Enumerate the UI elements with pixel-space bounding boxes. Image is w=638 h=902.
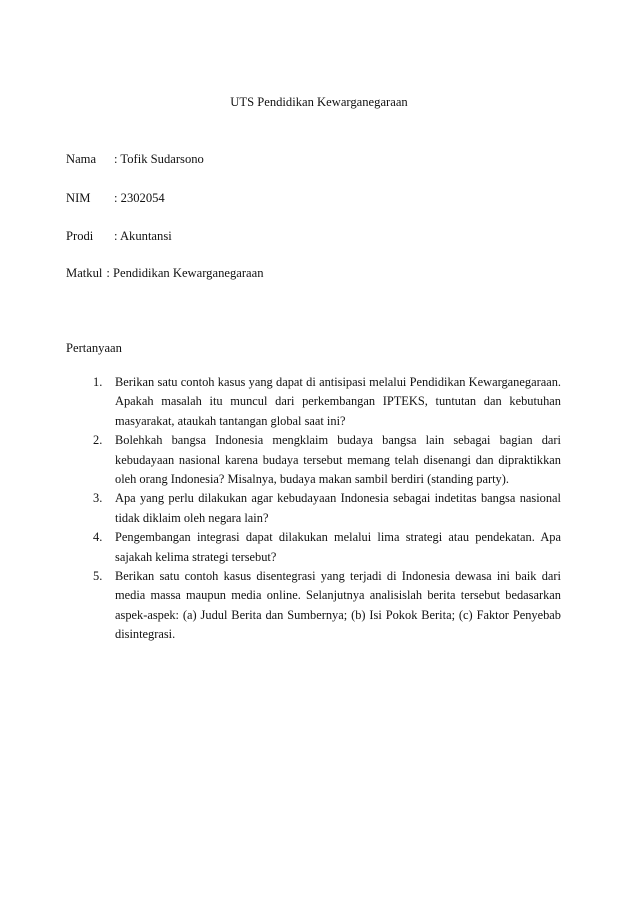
list-item	[80, 431, 561, 489]
identity-row-nim	[66, 190, 165, 206]
identity-label: Nama	[66, 152, 97, 166]
question-list	[80, 373, 561, 645]
identity-row-nama	[66, 151, 204, 167]
list-item	[80, 567, 561, 645]
identity-label: NIM	[66, 191, 91, 205]
question-text: Pengembangan integrasi dapat dilakukan melalui lima strategi atau pendekatan. Apa sajakah kelima strategi tersebut?	[115, 530, 561, 564]
question-number: 1.	[93, 375, 103, 389]
identity-value: : Pendidikan Kewarganegaraan	[106, 266, 264, 280]
question-text: Bolehkah bangsa Indonesia mengklaim budaya bangsa lain sebagai bagian dari kebudayaan nasional karena budaya tersebut memang telah disenangi dan dipraktikkan oleh orang Indonesia? Misalnya, budaya makan sambil berdiri (standing party).	[115, 433, 561, 487]
identity-label: Prodi	[66, 229, 94, 243]
identity-row-matkul	[66, 265, 264, 281]
identity-value: : Akuntansi	[114, 229, 172, 243]
identity-value: : Tofik Sudarsono	[114, 152, 204, 166]
list-item	[80, 489, 561, 528]
identity-row-prodi	[66, 228, 172, 244]
list-item	[80, 373, 561, 431]
question-number: 2.	[93, 433, 103, 448]
section-heading: Pertanyaan	[66, 341, 122, 355]
identity-label: Matkul	[66, 266, 103, 280]
question-number: 3.	[93, 491, 103, 506]
list-item	[80, 528, 561, 567]
question-text: Apa yang perlu dilakukan agar kebudayaan Indonesia sebagai indetitas bangsa nasional tidak diklaim oleh negara lain?	[115, 491, 561, 525]
question-text: Berikan satu contoh kasus yang dapat di antisipasi melalui Pendidikan Kewarganegaraan. Apakah masalah itu muncul dari perkembangan IPTEKS, tuntutan dan kebutuhan masyarakat, ataukah tantangan global saat ini?	[115, 375, 561, 428]
question-number: 4.	[93, 530, 103, 545]
question-text: Berikan satu contoh kasus disentegrasi yang terjadi di Indonesia dewasa ini baik dari media massa maupun media online. Selanjutnya analisislah berita tersebut bedasarkan aspek-aspek: (a) Judul Berita dan Sumbernya; (b) Isi Pokok Berita; (c) Faktor Penyebab disintegrasi.	[115, 569, 561, 642]
question-number: 5.	[93, 569, 103, 584]
identity-value: : 2302054	[114, 191, 165, 205]
page-title: UTS Pendidikan Kewarganegaraan	[230, 95, 408, 109]
